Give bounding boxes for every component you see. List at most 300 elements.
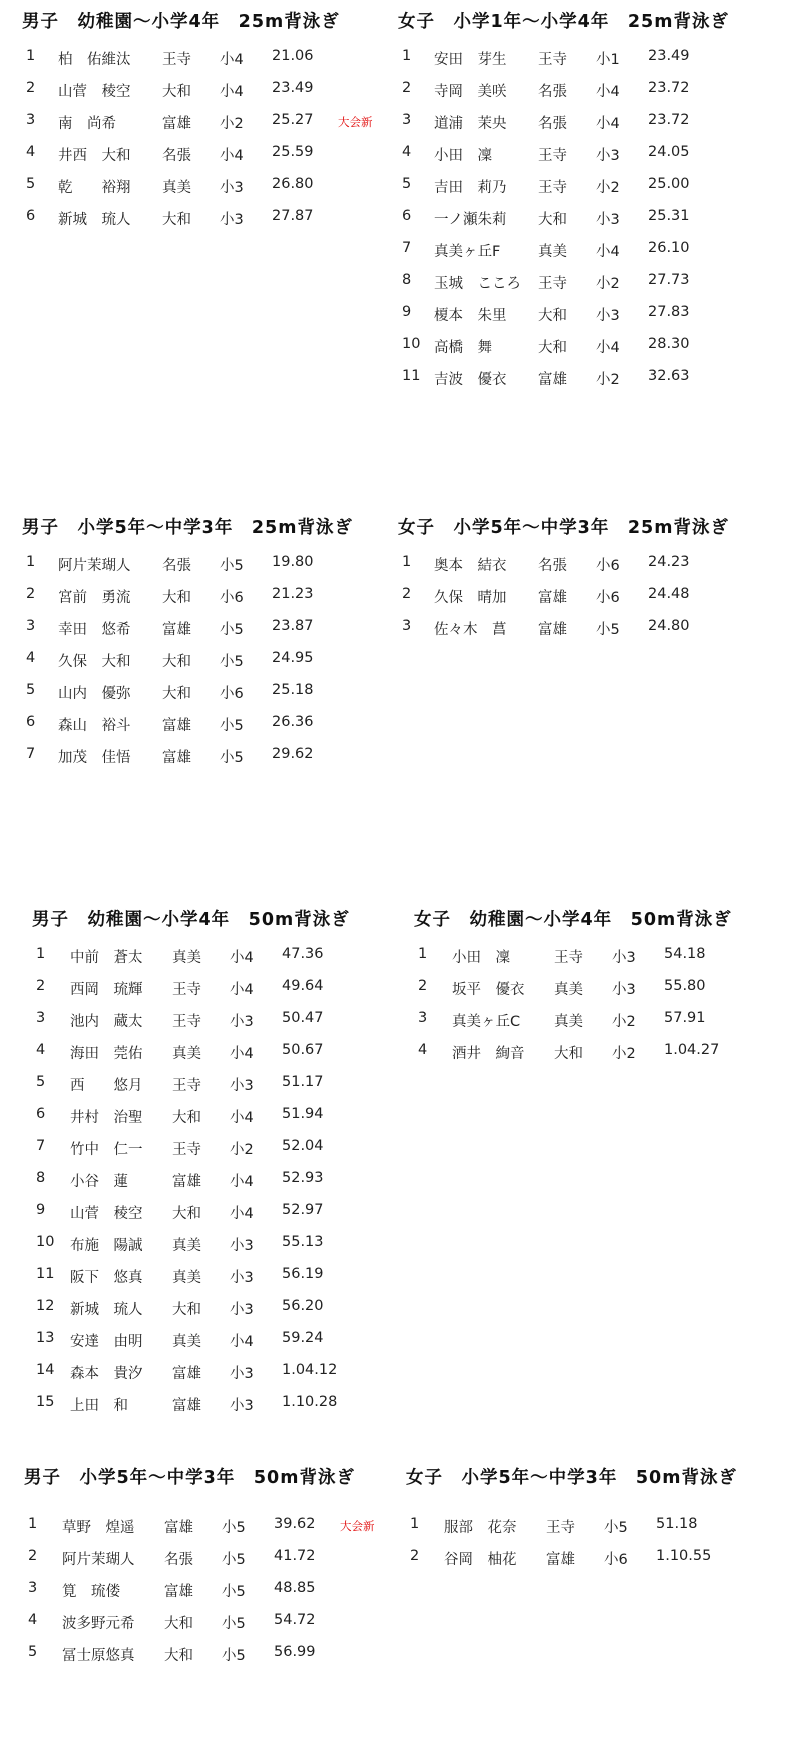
result-time: 1.04.12 (282, 1362, 338, 1378)
result-time: 52.97 (282, 1202, 324, 1218)
result-time: 25.31 (648, 208, 690, 224)
result-time: 26.36 (272, 714, 314, 730)
result-grade: 小6 (604, 1552, 628, 1568)
result-name: 安達 由明 (70, 1334, 143, 1350)
result-club: 富雄 (538, 622, 567, 638)
result-grade: 小5 (222, 1552, 246, 1568)
result-row (22, 708, 382, 740)
result-rank: 3 (402, 112, 412, 128)
result-club: 大和 (538, 340, 567, 356)
result-time: 54.18 (664, 946, 706, 962)
result-rank: 15 (36, 1394, 55, 1410)
result-club: 大和 (538, 212, 567, 228)
result-grade: 小6 (596, 558, 620, 574)
result-grade: 小3 (596, 212, 620, 228)
result-rank: 11 (402, 368, 421, 384)
result-time: 23.87 (272, 618, 314, 634)
result-name: 小谷 蓮 (70, 1174, 128, 1190)
result-club: 大和 (172, 1110, 201, 1126)
result-grade: 小5 (596, 622, 620, 638)
result-grade: 小4 (596, 244, 620, 260)
result-grade: 小4 (230, 1110, 254, 1126)
result-grade: 小5 (222, 1648, 246, 1664)
result-time: 25.59 (272, 144, 314, 160)
result-grade: 小5 (220, 718, 244, 734)
result-row (398, 362, 778, 394)
result-row (22, 676, 382, 708)
result-rank: 9 (36, 1202, 46, 1218)
result-time: 49.64 (282, 978, 324, 994)
result-club: 王寺 (538, 148, 567, 164)
result-name: 阪下 悠真 (70, 1270, 143, 1286)
result-time: 23.49 (648, 48, 690, 64)
result-row (22, 170, 382, 202)
result-club: 名張 (538, 558, 567, 574)
results-list (32, 940, 392, 1420)
result-name: 井村 治聖 (70, 1110, 143, 1126)
result-rank: 6 (26, 208, 36, 224)
results-list (22, 548, 382, 772)
result-name: 吉波 優衣 (434, 372, 507, 388)
result-rank: 5 (26, 682, 36, 698)
result-club: 富雄 (546, 1552, 575, 1568)
result-rank: 3 (28, 1580, 38, 1596)
result-name: 冨士原悠真 (62, 1648, 135, 1664)
result-grade: 小4 (230, 950, 254, 966)
result-grade: 小4 (596, 116, 620, 132)
result-row (414, 940, 794, 972)
result-row (32, 972, 392, 1004)
result-row (22, 74, 382, 106)
result-time: 56.20 (282, 1298, 324, 1314)
result-club: 真美 (172, 1238, 201, 1254)
result-club: 真美 (162, 180, 191, 196)
result-row (24, 1574, 394, 1606)
result-name: 阿片茉瑚人 (58, 558, 131, 574)
result-rank: 2 (26, 586, 36, 602)
result-club: 大和 (538, 308, 567, 324)
result-name: 布施 陽誠 (70, 1238, 143, 1254)
result-row (32, 1036, 392, 1068)
result-row (398, 612, 778, 644)
result-grade: 小3 (612, 982, 636, 998)
results-list (24, 1510, 394, 1670)
result-grade: 小3 (230, 1238, 254, 1254)
result-row (32, 1388, 392, 1420)
result-time: 28.30 (648, 336, 690, 352)
result-club: 富雄 (164, 1520, 193, 1536)
result-name: 井西 大和 (58, 148, 131, 164)
result-name: 上田 和 (70, 1398, 128, 1414)
result-time: 19.80 (272, 554, 314, 570)
result-club: 王寺 (172, 982, 201, 998)
result-club: 王寺 (162, 52, 191, 68)
result-rank: 1 (402, 48, 412, 64)
result-name: 山菅 稜空 (58, 84, 131, 100)
result-rank: 7 (26, 746, 36, 762)
result-rank: 1 (402, 554, 412, 570)
result-name: 奥本 結衣 (434, 558, 507, 574)
result-time: 55.80 (664, 978, 706, 994)
result-rank: 10 (402, 336, 421, 352)
result-grade: 小5 (220, 654, 244, 670)
result-name: 阿片茉瑚人 (62, 1552, 135, 1568)
result-rank: 1 (28, 1516, 38, 1532)
result-rank: 14 (36, 1362, 55, 1378)
results-list (414, 940, 794, 1068)
result-club: 大和 (164, 1648, 193, 1664)
result-name: 真美ヶ丘C (452, 1014, 521, 1030)
result-club: 真美 (172, 1270, 201, 1286)
result-time: 24.05 (648, 144, 690, 160)
result-name: 久保 晴加 (434, 590, 507, 606)
result-club: 大和 (162, 654, 191, 670)
result-club: 富雄 (164, 1584, 193, 1600)
results-girls-1-4-25m (398, 10, 778, 394)
result-grade: 小3 (230, 1270, 254, 1286)
result-time: 32.63 (648, 368, 690, 384)
result-name: 森山 裕斗 (58, 718, 131, 734)
result-time: 59.24 (282, 1330, 324, 1346)
result-time: 26.80 (272, 176, 314, 192)
result-club: 真美 (554, 1014, 583, 1030)
result-name: 中前 蒼太 (70, 950, 143, 966)
result-time: 50.47 (282, 1010, 324, 1026)
result-grade: 小1 (596, 52, 620, 68)
result-rank: 5 (28, 1644, 38, 1660)
result-name: 南 尚希 (58, 116, 116, 132)
result-time: 56.99 (274, 1644, 316, 1660)
result-row (398, 234, 778, 266)
result-grade: 小4 (230, 1046, 254, 1062)
result-row (398, 330, 778, 362)
result-name: 佐々木 菖 (434, 622, 507, 638)
result-time: 24.80 (648, 618, 690, 634)
result-grade: 小4 (596, 84, 620, 100)
results-boys-5-9-25m (22, 516, 382, 772)
result-name: 安田 芽生 (434, 52, 507, 68)
result-name: 山菅 稜空 (70, 1206, 143, 1222)
result-club: 大和 (554, 1046, 583, 1062)
result-time: 21.23 (272, 586, 314, 602)
result-grade: 小4 (596, 340, 620, 356)
result-time: 52.93 (282, 1170, 324, 1186)
result-name: 谷岡 柚花 (444, 1552, 517, 1568)
result-time: 24.23 (648, 554, 690, 570)
result-row (24, 1542, 394, 1574)
result-grade: 小4 (230, 1174, 254, 1190)
result-row (32, 1356, 392, 1388)
result-rank: 1 (36, 946, 46, 962)
result-time: 55.13 (282, 1234, 324, 1250)
result-name: 山内 優弥 (58, 686, 131, 702)
result-grade: 小3 (230, 1014, 254, 1030)
result-row (32, 1260, 392, 1292)
result-grade: 小5 (222, 1584, 246, 1600)
result-grade: 小4 (230, 1206, 254, 1222)
result-rank: 7 (36, 1138, 46, 1154)
result-name: 小田 凜 (434, 148, 492, 164)
result-grade: 小5 (220, 558, 244, 574)
result-rank: 1 (26, 48, 36, 64)
result-name: 新城 琉人 (70, 1302, 143, 1318)
result-rank: 10 (36, 1234, 55, 1250)
result-rank: 8 (402, 272, 412, 288)
result-grade: 小3 (230, 1078, 254, 1094)
result-club: 富雄 (162, 718, 191, 734)
result-club: 真美 (172, 1334, 201, 1350)
result-row (398, 202, 778, 234)
result-grade: 小4 (230, 982, 254, 998)
result-name: 服部 花奈 (444, 1520, 517, 1536)
result-rank: 1 (418, 946, 428, 962)
result-time: 29.62 (272, 746, 314, 762)
result-time: 24.48 (648, 586, 690, 602)
result-club: 富雄 (162, 116, 191, 132)
result-rank: 3 (36, 1010, 46, 1026)
result-name: 竹中 仁一 (70, 1142, 143, 1158)
result-rank: 2 (26, 80, 36, 96)
result-row (22, 42, 382, 74)
result-rank: 13 (36, 1330, 55, 1346)
result-time: 1.10.55 (656, 1548, 712, 1564)
result-time: 1.04.27 (664, 1042, 720, 1058)
result-club: 富雄 (538, 372, 567, 388)
result-rank: 1 (410, 1516, 420, 1532)
result-rank: 5 (26, 176, 36, 192)
results-girls-5-9-50m (406, 1466, 786, 1574)
result-name: 榎本 朱里 (434, 308, 507, 324)
results-list (406, 1510, 786, 1574)
result-time: 25.00 (648, 176, 690, 192)
result-rank: 3 (402, 618, 412, 634)
result-club: 富雄 (172, 1174, 201, 1190)
result-name: 波多野元希 (62, 1616, 135, 1632)
result-grade: 小5 (222, 1616, 246, 1632)
result-grade: 小5 (220, 750, 244, 766)
result-grade: 小3 (612, 950, 636, 966)
result-grade: 小3 (596, 308, 620, 324)
result-rank: 4 (26, 650, 36, 666)
result-row (22, 612, 382, 644)
result-rank: 11 (36, 1266, 55, 1282)
result-row (398, 580, 778, 612)
result-club: 富雄 (162, 750, 191, 766)
result-club: 王寺 (538, 180, 567, 196)
result-club: 大和 (172, 1206, 201, 1222)
result-rank: 2 (28, 1548, 38, 1564)
result-row (32, 1100, 392, 1132)
result-club: 真美 (172, 950, 201, 966)
result-time: 21.06 (272, 48, 314, 64)
result-rank: 5 (402, 176, 412, 192)
result-name: 寺岡 美咲 (434, 84, 507, 100)
section-title: 男子 小学5年～中学3年 25m背泳ぎ (22, 518, 353, 538)
section-title: 男子 小学5年～中学3年 50m背泳ぎ (24, 1468, 355, 1488)
result-rank: 6 (26, 714, 36, 730)
result-row (32, 1132, 392, 1164)
record-badge: 大会新 (340, 1519, 375, 1533)
result-time: 26.10 (648, 240, 690, 256)
result-rank: 2 (402, 80, 412, 96)
result-row (32, 1164, 392, 1196)
result-grade: 小5 (604, 1520, 628, 1536)
results-list (22, 42, 382, 234)
result-grade: 小6 (220, 590, 244, 606)
result-club: 富雄 (172, 1398, 201, 1414)
result-name: 酒井 絢音 (452, 1046, 525, 1062)
record-badge: 大会新 (338, 115, 373, 129)
result-club: 富雄 (162, 622, 191, 638)
result-club: 大和 (162, 84, 191, 100)
result-grade: 小2 (220, 116, 244, 132)
result-row (414, 1036, 794, 1068)
result-grade: 小3 (230, 1366, 254, 1382)
result-rank: 9 (402, 304, 412, 320)
result-time: 47.36 (282, 946, 324, 962)
result-club: 名張 (538, 84, 567, 100)
result-row (398, 74, 778, 106)
result-name: 久保 大和 (58, 654, 131, 670)
result-grade: 小4 (230, 1334, 254, 1350)
result-rank: 4 (418, 1042, 428, 1058)
result-name: 宮前 勇流 (58, 590, 131, 606)
result-row (32, 1324, 392, 1356)
result-rank: 4 (402, 144, 412, 160)
result-grade: 小2 (230, 1142, 254, 1158)
result-row (22, 740, 382, 772)
result-club: 大和 (172, 1302, 201, 1318)
result-row (32, 1196, 392, 1228)
result-grade: 小3 (220, 212, 244, 228)
result-grade: 小4 (220, 52, 244, 68)
result-time: 1.10.28 (282, 1394, 338, 1410)
result-time: 48.85 (274, 1580, 316, 1596)
result-name: 坂平 優衣 (452, 982, 525, 998)
result-rank: 2 (36, 978, 46, 994)
result-row (406, 1510, 786, 1542)
result-time: 27.73 (648, 272, 690, 288)
result-row (22, 644, 382, 676)
result-grade: 小4 (220, 84, 244, 100)
section-title: 女子 小学5年～中学3年 50m背泳ぎ (406, 1468, 737, 1488)
result-row (398, 298, 778, 330)
result-row (32, 940, 392, 972)
result-row (398, 266, 778, 298)
section-title: 女子 小学5年～中学3年 25m背泳ぎ (398, 518, 729, 538)
result-time: 50.67 (282, 1042, 324, 1058)
result-row (414, 972, 794, 1004)
section-title: 男子 幼稚園～小学4年 25m背泳ぎ (22, 12, 340, 32)
result-row (398, 170, 778, 202)
result-time: 51.17 (282, 1074, 324, 1090)
result-name: 西岡 琉輝 (70, 982, 143, 998)
result-club: 名張 (164, 1552, 193, 1568)
result-rank: 3 (26, 112, 36, 128)
result-name: 森本 貴汐 (70, 1366, 143, 1382)
results-list (398, 548, 778, 644)
result-name: 新城 琉人 (58, 212, 131, 228)
result-row (398, 42, 778, 74)
result-rank: 5 (36, 1074, 46, 1090)
result-time: 54.72 (274, 1612, 316, 1628)
result-grade: 小6 (220, 686, 244, 702)
result-club: 名張 (162, 148, 191, 164)
result-grade: 小3 (596, 148, 620, 164)
result-grade: 小4 (220, 148, 244, 164)
result-club: 王寺 (538, 276, 567, 292)
result-row (24, 1638, 394, 1670)
result-rank: 6 (402, 208, 412, 224)
result-time: 27.83 (648, 304, 690, 320)
result-row (22, 202, 382, 234)
section-title: 女子 小学1年～小学4年 25m背泳ぎ (398, 12, 729, 32)
result-club: 富雄 (538, 590, 567, 606)
result-club: 名張 (162, 558, 191, 574)
result-rank: 3 (418, 1010, 428, 1026)
result-name: 幸田 悠希 (58, 622, 131, 638)
result-club: 王寺 (538, 52, 567, 68)
result-name: 池内 蔵太 (70, 1014, 143, 1030)
result-club: 王寺 (172, 1142, 201, 1158)
result-club: 大和 (162, 686, 191, 702)
section-title: 男子 幼稚園～小学4年 50m背泳ぎ (32, 910, 350, 930)
result-row (24, 1510, 394, 1542)
result-time: 41.72 (274, 1548, 316, 1564)
result-row (22, 580, 382, 612)
result-club: 真美 (172, 1046, 201, 1062)
result-name: 一ノ瀬朱莉 (434, 212, 507, 228)
result-rank: 4 (26, 144, 36, 160)
result-rank: 2 (410, 1548, 420, 1564)
results-list (398, 42, 778, 394)
result-row (24, 1606, 394, 1638)
result-rank: 2 (402, 586, 412, 602)
result-name: 加茂 佳悟 (58, 750, 131, 766)
result-rank: 1 (26, 554, 36, 570)
result-row (32, 1004, 392, 1036)
result-club: 大和 (164, 1616, 193, 1632)
result-time: 57.91 (664, 1010, 706, 1026)
result-club: 大和 (162, 590, 191, 606)
result-row (22, 106, 382, 138)
result-grade: 小5 (220, 622, 244, 638)
results-boys-k-4-25m (22, 10, 382, 234)
result-row (398, 106, 778, 138)
result-rank: 8 (36, 1170, 46, 1186)
result-club: 真美 (554, 982, 583, 998)
results-boys-5-9-50m (24, 1466, 394, 1670)
result-time: 25.18 (272, 682, 314, 698)
result-club: 大和 (162, 212, 191, 228)
result-name: 柏 佑維汰 (58, 52, 131, 68)
result-club: 名張 (538, 116, 567, 132)
result-name: 海田 莞佑 (70, 1046, 143, 1062)
result-grade: 小3 (230, 1398, 254, 1414)
result-rank: 7 (402, 240, 412, 256)
result-row (22, 548, 382, 580)
result-time: 27.87 (272, 208, 314, 224)
result-row (406, 1542, 786, 1574)
result-name: 玉城 こころ (434, 276, 521, 292)
result-name: 小田 凜 (452, 950, 510, 966)
result-rank: 6 (36, 1106, 46, 1122)
result-name: 乾 裕翔 (58, 180, 131, 196)
result-name: 真美ヶ丘F (434, 244, 501, 260)
result-time: 39.62 (274, 1516, 316, 1532)
result-time: 24.95 (272, 650, 314, 666)
result-time: 23.72 (648, 80, 690, 96)
